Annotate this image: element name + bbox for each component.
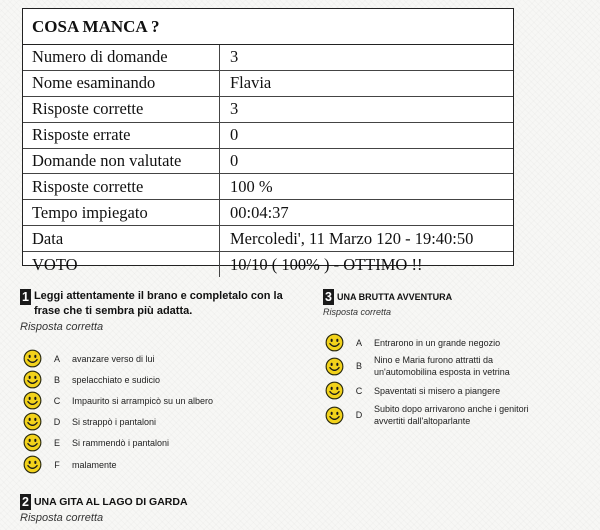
smiley-icon bbox=[325, 357, 344, 376]
smiley-icon bbox=[23, 433, 42, 452]
row-value: 10/10 ( 100% ) - OTTIMO !! bbox=[230, 254, 423, 274]
smiley-icon bbox=[325, 406, 344, 425]
row-label: Nome esaminando bbox=[23, 70, 220, 96]
answer-option bbox=[23, 455, 117, 474]
answer-option bbox=[23, 433, 169, 452]
option-letter: C bbox=[53, 395, 61, 406]
row-label: Domande non valutate bbox=[23, 148, 220, 174]
question-number: 3 bbox=[325, 290, 332, 304]
table-row bbox=[23, 200, 513, 226]
table-row bbox=[23, 174, 513, 200]
question-status: Risposta corretta bbox=[20, 321, 104, 333]
table-row bbox=[23, 45, 513, 70]
table-row bbox=[23, 226, 513, 252]
row-label: Risposte corrette bbox=[23, 174, 220, 200]
answer-option bbox=[23, 349, 155, 368]
answer-option bbox=[23, 391, 213, 410]
row-value: 3 bbox=[220, 96, 514, 122]
option-text: Spaventati si misero a piangere bbox=[374, 385, 501, 396]
row-label: Tempo impiegato bbox=[23, 200, 220, 226]
row-value: Mercoledi', 11 Marzo 120 - 19:40:50 bbox=[220, 226, 514, 252]
table-row bbox=[23, 252, 513, 277]
row-label: VOTO bbox=[23, 252, 220, 277]
option-letter: B bbox=[53, 374, 60, 385]
table-row bbox=[23, 122, 513, 148]
option-text: Nino e Maria furono attratti da un'automobilina esposta in vetrina bbox=[374, 355, 510, 377]
option-text: Impaurito si arrampicò su un albero bbox=[72, 395, 214, 406]
row-value: 3 bbox=[220, 45, 514, 70]
option-letter: A bbox=[355, 337, 362, 348]
smiley-icon bbox=[23, 391, 42, 410]
question-1 bbox=[20, 289, 305, 333]
question-number: 1 bbox=[22, 290, 29, 304]
answer-option bbox=[23, 412, 156, 431]
option-letter: F bbox=[54, 459, 60, 470]
row-label: Risposte errate bbox=[23, 122, 220, 148]
option-text: Si rammendò i pantaloni bbox=[72, 437, 170, 448]
results-summary-table bbox=[22, 8, 514, 274]
row-label: Risposte corrette bbox=[23, 96, 220, 122]
question-text: UNA GITA AL LAGO DI GARDA bbox=[33, 496, 188, 508]
answer-option bbox=[325, 403, 545, 427]
row-value: 00:04:37 bbox=[220, 200, 514, 226]
question-status: Risposta corretta bbox=[20, 512, 104, 524]
answer-option bbox=[23, 370, 160, 389]
option-text: malamente bbox=[72, 459, 117, 470]
answer-option bbox=[325, 381, 565, 400]
row-label: Data bbox=[23, 226, 220, 252]
question-number: 2 bbox=[22, 495, 29, 509]
row-label: Numero di domande bbox=[23, 45, 220, 70]
smiley-icon bbox=[23, 349, 42, 368]
option-text: avanzare verso di lui bbox=[72, 353, 155, 364]
row-value: Flavia bbox=[220, 70, 514, 96]
question-text: Leggi attentamente il brano e completalo con la frase che ti sembra più adatta. bbox=[33, 290, 283, 317]
row-value: 100 % bbox=[220, 174, 514, 200]
smiley-icon bbox=[23, 412, 42, 431]
smiley-icon bbox=[325, 381, 344, 400]
option-letter: D bbox=[355, 410, 363, 420]
question-text: UNA BRUTTA AVVENTURA bbox=[336, 292, 453, 302]
smiley-icon bbox=[23, 455, 42, 474]
option-text: Si strappò i pantaloni bbox=[72, 416, 157, 427]
results-table bbox=[23, 45, 513, 277]
quiz-title: COSA MANCA ? bbox=[23, 9, 513, 45]
answer-option bbox=[325, 333, 565, 352]
question-3 bbox=[323, 289, 583, 317]
row-value: 0 bbox=[220, 148, 514, 174]
smiley-icon bbox=[23, 370, 42, 389]
smiley-icon bbox=[325, 333, 344, 352]
question-status: Risposta corretta bbox=[323, 307, 392, 317]
table-row bbox=[23, 96, 513, 122]
table-row bbox=[23, 70, 513, 96]
option-text: spelacchiato e sudicio bbox=[72, 374, 161, 385]
table-row bbox=[23, 148, 513, 174]
row-value: 0 bbox=[220, 122, 514, 148]
option-letter: B bbox=[355, 361, 362, 371]
option-letter: C bbox=[355, 385, 363, 396]
option-letter: E bbox=[53, 437, 60, 448]
option-text: Subito dopo arrivarono anche i genitori avvertiti dall'altoparlante bbox=[374, 404, 529, 426]
answer-option bbox=[325, 354, 547, 378]
option-text: Entrarono in un grande negozio bbox=[374, 337, 501, 348]
option-letter: D bbox=[53, 416, 61, 427]
option-letter: A bbox=[53, 353, 60, 364]
question-2 bbox=[20, 494, 305, 524]
